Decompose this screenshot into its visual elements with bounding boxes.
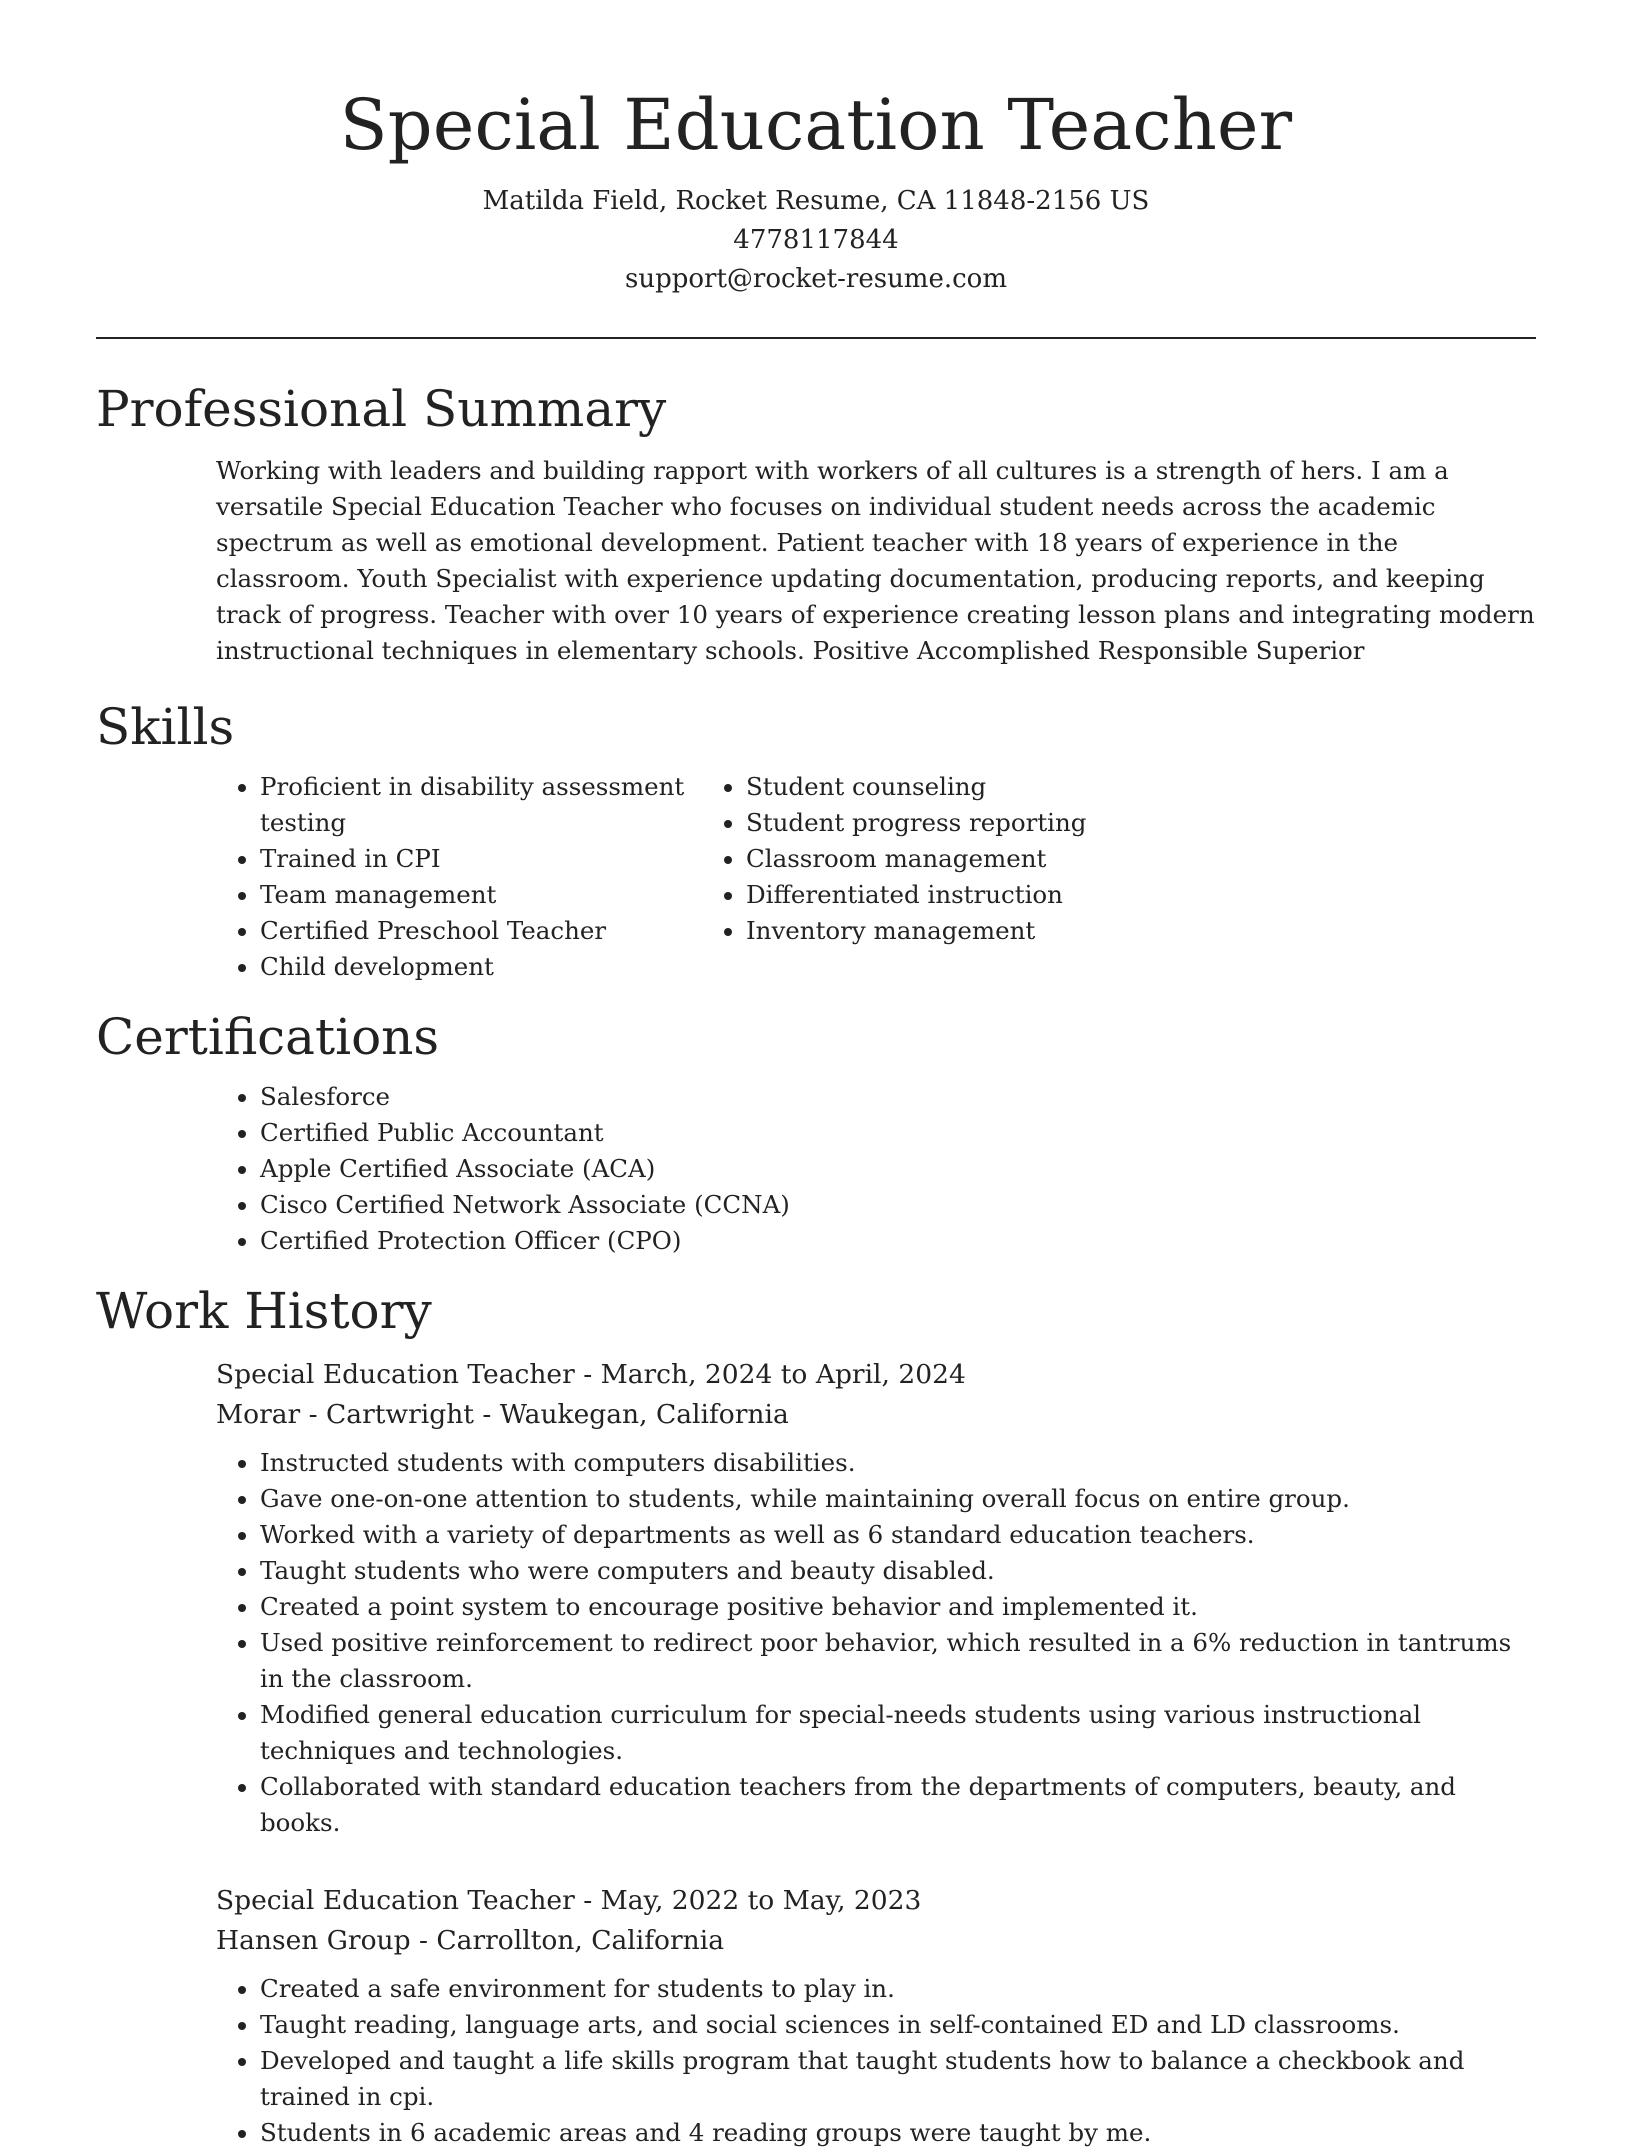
job-bullet: • Gave one-on-one attention to students, while maintaining overall focus on entire group. [260, 1481, 1536, 1517]
skill-item: • Classroom management [746, 841, 1396, 877]
job-bullets [216, 1971, 1536, 2151]
contact-info [96, 182, 1536, 299]
header-divider [96, 337, 1536, 339]
skills-columns [96, 769, 1536, 985]
job-dates: - May, 2022 to May, 2023 [574, 1885, 922, 1917]
certification-item: • Apple Certified Associate (ACA) [260, 1151, 1536, 1187]
skill-item: • Differentiated instruction [746, 877, 1396, 913]
summary-heading: Professional Summary [96, 380, 667, 439]
skill-item: • Child development [260, 949, 746, 985]
resume-header [96, 0, 1536, 299]
certification-item: • Certified Protection Officer (CPO) [260, 1223, 1536, 1259]
certifications-heading: Certifications [96, 1008, 440, 1067]
skill-item: • Certified Preschool Teacher [260, 913, 746, 949]
contact-address: Matilda Field, Rocket Resume, CA 11848-2156 US [482, 186, 1150, 217]
skill-item: • Team management [260, 877, 746, 913]
skill-item: • Inventory management [746, 913, 1396, 949]
job-bullet: • Instructed students with computers disabilities. [260, 1445, 1536, 1481]
resume-title: Special Education Teacher [339, 84, 1293, 166]
skill-item: • Proficient in disability assessment testing [260, 769, 746, 841]
job-bullet: • Students in 6 academic areas and 4 reading groups were taught by me. [260, 2115, 1536, 2151]
skill-item: • Trained in CPI [260, 841, 746, 877]
certifications-section [96, 1007, 1536, 1259]
job-dates: - March, 2024 to April, 2024 [574, 1359, 966, 1391]
job-location: - Carrollton, California [410, 1925, 725, 1957]
job-bullet: • Taught students who were computers and beauty disabled. [260, 1553, 1536, 1589]
job-bullets [216, 1445, 1536, 1841]
summary-section [96, 379, 1536, 669]
contact-phone: 4778117844 [733, 225, 899, 256]
skills-heading: Skills [96, 698, 235, 757]
job-bullet: • Modified general education curriculum for special-needs students using various instructional techniques and technologies. [260, 1697, 1536, 1769]
skill-item: • Student progress reporting [746, 805, 1396, 841]
skills-section [96, 697, 1536, 985]
job-company: Hansen Group [216, 1925, 411, 1957]
job-company-line [216, 1395, 1536, 1435]
job-location: - Waukegan, California [473, 1399, 789, 1431]
job-company-line [216, 1921, 1536, 1961]
job-bullet: • Created a point system to encourage positive behavior and implemented it. [260, 1589, 1536, 1625]
certification-item: • Cisco Certified Network Associate (CCNA) [260, 1187, 1536, 1223]
skills-list-right [746, 769, 1396, 985]
work-history-heading: Work History [96, 1282, 432, 1341]
certification-item: • Salesforce [260, 1079, 1536, 1115]
job-bullet: • Developed and taught a life skills program that taught students how to balance a checkbook and trained in cpi. [260, 2043, 1536, 2115]
job-title-line [216, 1881, 1536, 1921]
job-bullet: • Worked with a variety of departments as well as 6 standard education teachers. [260, 1517, 1536, 1553]
skills-list-left [96, 769, 746, 985]
job-title-line [216, 1355, 1536, 1395]
job-bullet: • Created a safe environment for students to play in. [260, 1971, 1536, 2007]
certifications-list [96, 1079, 1536, 1259]
contact-email: support@rocket-resume.com [624, 264, 1007, 295]
summary-text: Working with leaders and building rapport with workers of all cultures is a strength of hers. I am a versatile Special Education Teacher who focuses on individual student needs across the academic spectrum as well as emotional development. Patient teacher with 18 years of experience in the classroom. Youth Specialist with experience updating documentation, producing reports, and keeping track of progress. Teacher with over 10 years of experience creating lesson plans and integrating modern instructional techniques in elementary schools. Positive Accomplished Responsible Superior [216, 456, 1535, 666]
job-bullet: • Used positive reinforcement to redirect poor behavior, which resulted in a 6% reduction in tantrums in the classroom. [260, 1625, 1536, 1697]
job-entry [216, 1881, 1536, 2151]
job-entry [216, 1355, 1536, 1841]
work-history-section [96, 1281, 1536, 2151]
job-role: Special Education Teacher [216, 1885, 575, 1917]
certification-item: • Certified Public Accountant [260, 1115, 1536, 1151]
skill-item: • Student counseling [746, 769, 1396, 805]
job-bullet: • Collaborated with standard education teachers from the departments of computers, beauty, and books. [260, 1769, 1536, 1841]
job-role: Special Education Teacher [216, 1359, 575, 1391]
job-company: Morar - Cartwright [216, 1399, 474, 1431]
job-bullet: • Taught reading, language arts, and social sciences in self-contained ED and LD classrooms. [260, 2007, 1536, 2043]
